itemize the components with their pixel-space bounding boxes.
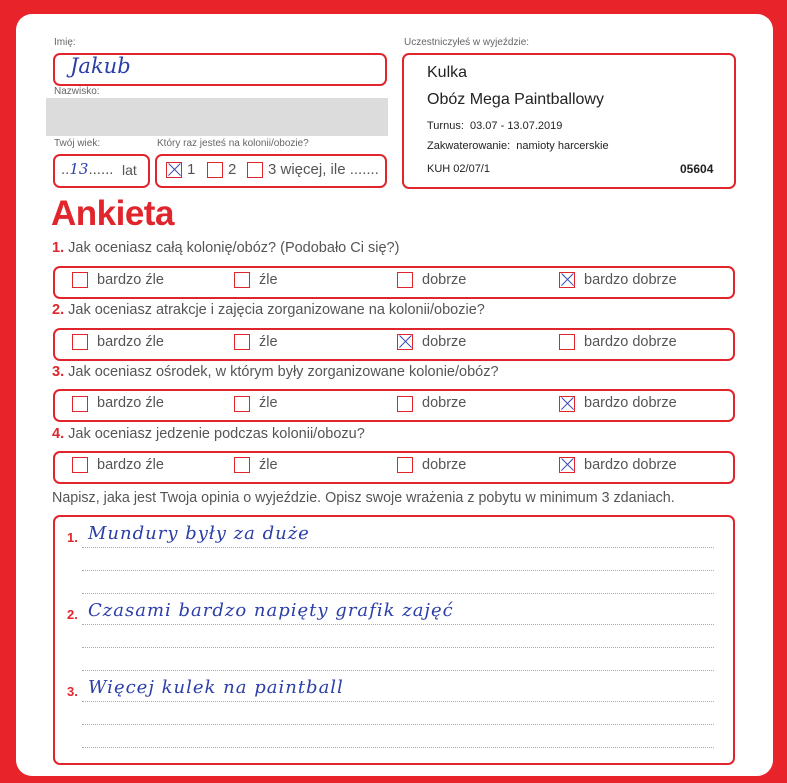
q4-option-bardzo-dobrze: bardzo dobrze — [584, 457, 677, 473]
trip-camp: Obóz Mega Paintballowy — [427, 91, 604, 108]
answer-2-text: Czasami bardzo napięty grafik zajęć — [88, 600, 454, 621]
q2-checkbox-zle[interactable] — [234, 334, 250, 350]
question-4 — [52, 426, 365, 442]
surname-label: Nazwisko: — [54, 86, 100, 97]
q2-option-dobrze: dobrze — [422, 334, 467, 350]
answer-3-num: 3. — [67, 684, 78, 699]
q4-option-zle: źle — [259, 457, 278, 473]
q1-checkbox-zle[interactable] — [234, 272, 250, 288]
time-checkbox-3[interactable] — [247, 162, 263, 178]
q4-option-dobrze: dobrze — [422, 457, 467, 473]
age-label: Twój wiek: — [54, 138, 101, 149]
question-3-text: Jak oceniasz ośrodek, w którym były zorganizowane kolonie/obóz? — [68, 364, 499, 380]
question-3 — [52, 364, 499, 380]
question-1-text: Jak oceniasz całą kolonię/obóz? (Podobało Ci się?) — [68, 240, 400, 256]
q2-option-bardzo-dobrze: bardzo dobrze — [584, 334, 677, 350]
age-value: 13 — [69, 160, 89, 178]
q1-option-bardzo-zle: bardzo źle — [97, 272, 164, 288]
name-label: Imię: — [54, 37, 76, 48]
accom-value: namioty harcerskie — [516, 140, 609, 152]
line-3c — [82, 747, 714, 748]
name-value: Jakub — [70, 54, 131, 78]
trip-turnus — [427, 120, 562, 132]
q3-checkbox-bardzo-dobrze[interactable] — [559, 396, 575, 412]
line-2b — [82, 647, 714, 648]
turnus-label: Turnus: — [427, 120, 464, 132]
answer-1-num: 1. — [67, 530, 78, 545]
surname-redacted — [46, 98, 388, 136]
trip-code: KUH 02/07/1 — [427, 163, 490, 175]
q3-option-bardzo-zle: bardzo źle — [97, 395, 164, 411]
time-checkbox-2[interactable] — [207, 162, 223, 178]
q4-checkbox-zle[interactable] — [234, 457, 250, 473]
q4-option-bardzo-zle: bardzo źle — [97, 457, 164, 473]
opinion-box[interactable] — [53, 515, 735, 765]
q2-checkbox-dobrze[interactable] — [397, 334, 413, 350]
line-1a — [82, 547, 714, 548]
line-2c — [82, 670, 714, 671]
q1-option-zle: źle — [259, 272, 278, 288]
line-1c — [82, 593, 714, 594]
which-time-label: Który raz jesteś na kolonii/obozie? — [157, 138, 309, 149]
time-option-2: 2 — [228, 161, 237, 178]
line-1b — [82, 570, 714, 571]
q1-checkbox-bardzo-zle[interactable] — [72, 272, 88, 288]
q3-option-bardzo-dobrze: bardzo dobrze — [584, 395, 677, 411]
q3-option-zle: źle — [259, 395, 278, 411]
trip-label: Uczestniczyłeś w wyjeździe: — [404, 37, 530, 48]
trip-accommodation — [427, 140, 609, 152]
q2-option-zle: źle — [259, 334, 278, 350]
q2-option-bardzo-zle: bardzo źle — [97, 334, 164, 350]
line-3a — [82, 701, 714, 702]
question-3-num: 3. — [52, 364, 65, 380]
turnus-value: 03.07 - 13.07.2019 — [470, 120, 563, 132]
age-dots-after: ...... — [88, 161, 114, 178]
age-unit: lat — [122, 162, 137, 178]
q3-checkbox-zle[interactable] — [234, 396, 250, 412]
question-1 — [52, 240, 399, 256]
q1-checkbox-bardzo-dobrze[interactable] — [559, 272, 575, 288]
q2-checkbox-bardzo-zle[interactable] — [72, 334, 88, 350]
question-2 — [52, 302, 485, 318]
trip-name: Kulka — [427, 64, 468, 81]
accom-label: Zakwaterowanie: — [427, 140, 511, 152]
q4-checkbox-bardzo-zle[interactable] — [72, 457, 88, 473]
age-dots-before: .. — [61, 161, 70, 178]
time-option-3: 3 więcej, ile ....... — [268, 161, 379, 178]
time-checkbox-1[interactable] — [166, 162, 182, 178]
question-4-text: Jak oceniasz jedzenie podczas kolonii/obozu? — [68, 426, 365, 442]
q3-checkbox-dobrze[interactable] — [397, 396, 413, 412]
q3-option-dobrze: dobrze — [422, 395, 467, 411]
age-line — [61, 160, 113, 178]
q2-checkbox-bardzo-dobrze[interactable] — [559, 334, 575, 350]
q4-checkbox-dobrze[interactable] — [397, 457, 413, 473]
answer-3-text: Więcej kulek na paintball — [88, 677, 344, 698]
line-2a — [82, 624, 714, 625]
answer-1-text: Mundury były za duże — [88, 523, 310, 544]
question-1-num: 1. — [52, 240, 65, 256]
q3-checkbox-bardzo-zle[interactable] — [72, 396, 88, 412]
q1-checkbox-dobrze[interactable] — [397, 272, 413, 288]
time-option-1: 1 — [187, 161, 196, 178]
question-2-num: 2. — [52, 302, 65, 318]
opinion-prompt: Napisz, jaka jest Twoja opinia o wyjeździe. Opisz swoje wrażenia z pobytu w minimum 3 zdaniach. — [52, 490, 675, 506]
q4-checkbox-bardzo-dobrze[interactable] — [559, 457, 575, 473]
line-3b — [82, 724, 714, 725]
question-2-text: Jak oceniasz atrakcje i zajęcia zorganizowane na kolonii/obozie? — [68, 302, 485, 318]
trip-number: 05604 — [680, 162, 714, 176]
page-title: Ankieta — [51, 194, 174, 233]
q1-option-bardzo-dobrze: bardzo dobrze — [584, 272, 677, 288]
question-4-num: 4. — [52, 426, 65, 442]
q1-option-dobrze: dobrze — [422, 272, 467, 288]
answer-2-num: 2. — [67, 607, 78, 622]
